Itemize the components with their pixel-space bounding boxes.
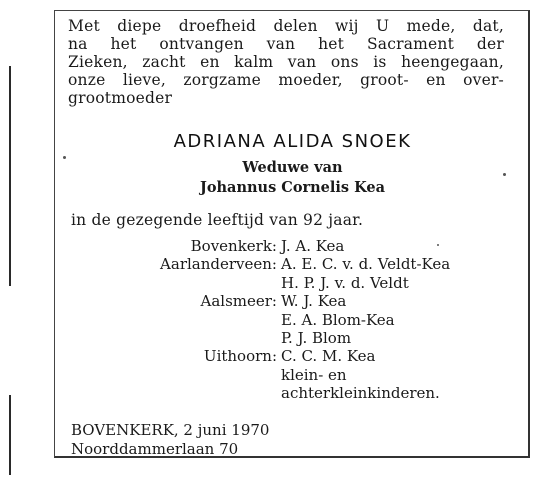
footer-place-date: BOVENKERK, 2 juni 1970 <box>71 421 270 439</box>
family-place: Aalsmeer: <box>200 292 277 311</box>
family-row <box>0 366 547 384</box>
family-row <box>0 255 547 273</box>
family-row <box>0 347 547 365</box>
family-person: C. C. M. Kea <box>281 347 376 366</box>
left-border-rule-lower <box>9 395 11 475</box>
footer-address: Noorddammerlaan 70 <box>71 439 239 458</box>
family-person: achterkleinkinderen. <box>281 384 440 403</box>
family-person: P. J. Blom <box>281 328 352 347</box>
family-person: J. A. Kea <box>281 237 345 255</box>
intro-line: grootmoeder <box>68 89 173 107</box>
family-person: E. A. Blom-Kea <box>281 310 395 329</box>
print-speck <box>63 156 66 159</box>
family-person: klein- en <box>281 365 347 384</box>
intro-line: Met diepe droefheid delen wij U mede, dat, <box>68 17 504 35</box>
family-person: H. P. J. v. d. Veldt <box>281 273 409 292</box>
family-row <box>0 237 547 255</box>
family-row <box>0 274 547 292</box>
family-list <box>0 237 547 403</box>
widow-block <box>0 158 547 198</box>
family-person: W. J. Kea <box>281 292 347 311</box>
print-speck <box>437 244 439 246</box>
family-place: Aarlanderveen: <box>160 255 277 274</box>
family-row <box>0 311 547 329</box>
notice-intro <box>68 17 504 107</box>
family-row <box>0 292 547 310</box>
intro-line: Zieken, zacht en kalm van ons is heengegaan, <box>68 53 504 71</box>
family-place: Uithoorn: <box>203 347 277 366</box>
widow-of-label: Weduwe van <box>242 159 343 176</box>
age-line: in de gezegende leeftijd van 92 jaar. <box>71 211 364 229</box>
intro-line: na het ontvangen van het Sacrament der <box>68 35 504 53</box>
family-place: Bovenkerk: <box>190 237 277 255</box>
notice-footer <box>71 421 269 458</box>
family-person: A. E. C. v. d. Veldt-Kea <box>281 255 451 274</box>
spouse-name: Johannus Cornelis Kea <box>199 179 386 196</box>
family-row <box>0 329 547 347</box>
print-speck <box>503 173 506 176</box>
family-row <box>0 384 547 402</box>
deceased-name: ADRIANA ALIDA SNOEK <box>173 131 412 152</box>
intro-line: onze lieve, zorgzame moeder, groot- en over- <box>68 71 504 89</box>
